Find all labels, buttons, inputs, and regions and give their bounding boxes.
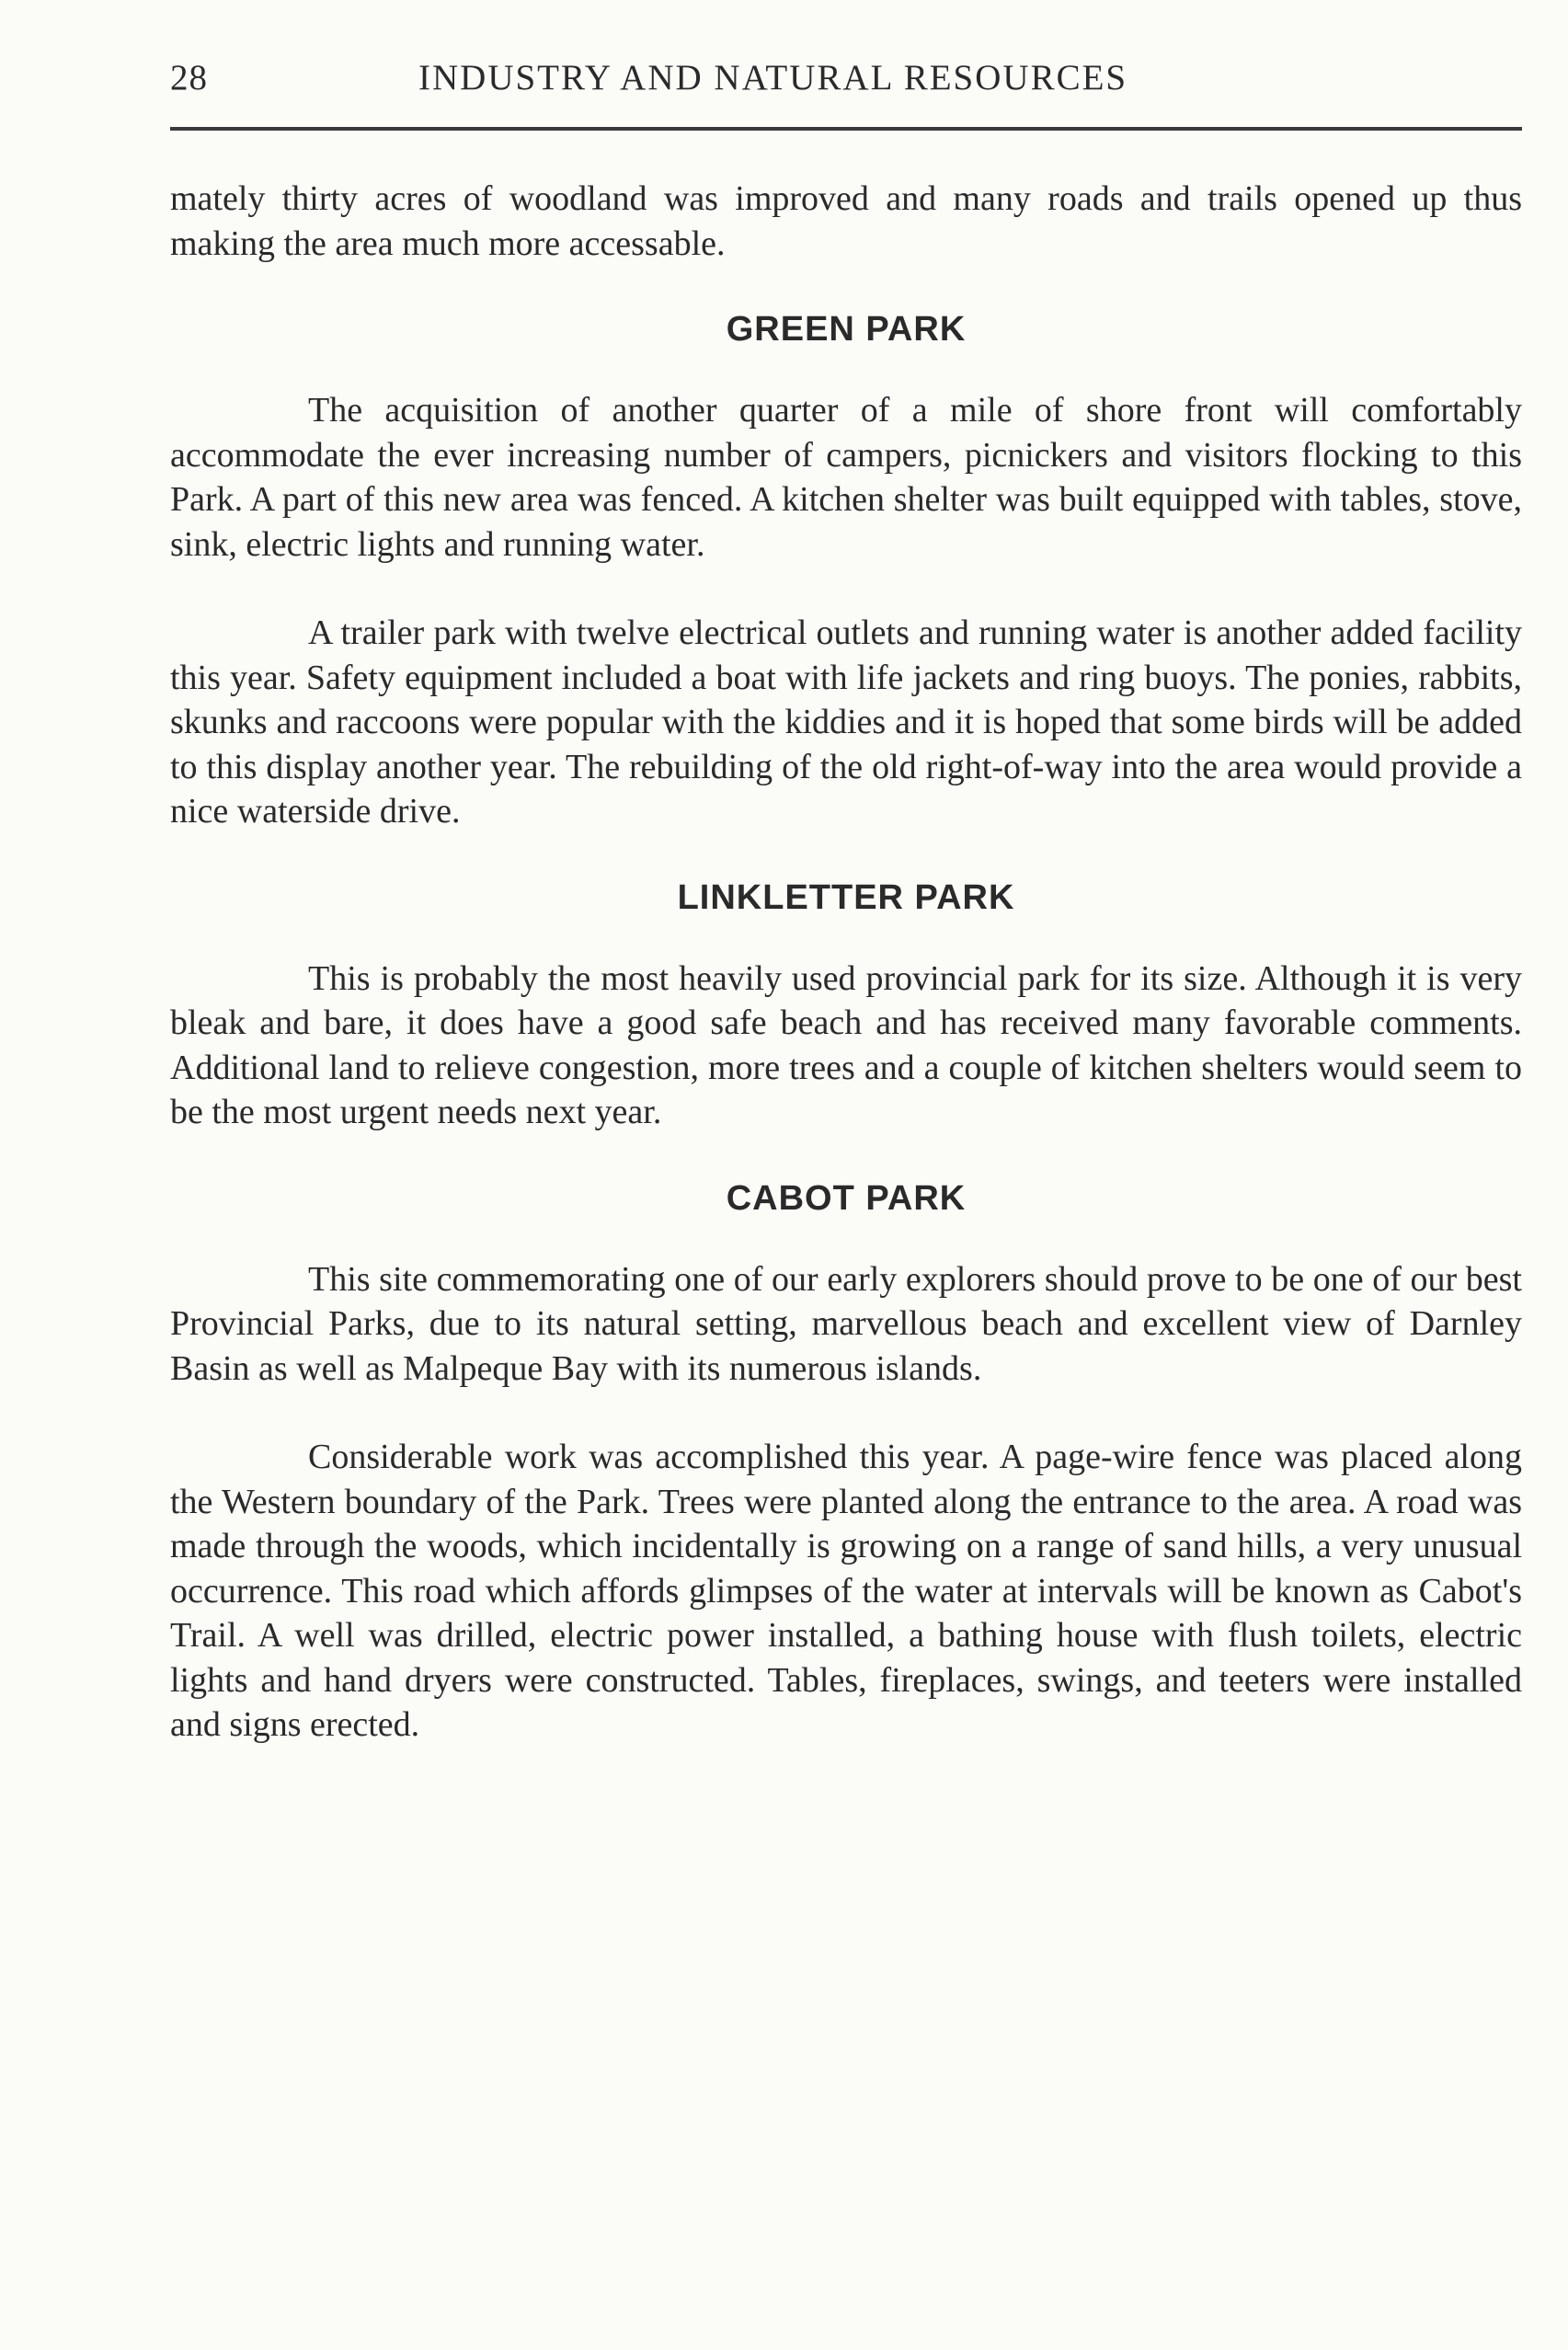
- intro-paragraph: mately thirty acres of woodland was improved and many roads and trails opened up thus making the area much more accessable.: [170, 179, 1522, 263]
- heading-green-park: GREEN PARK: [726, 310, 967, 349]
- running-head: [170, 57, 1522, 103]
- page-number: 28: [170, 58, 208, 97]
- page-body: [170, 177, 1522, 1748]
- cabot-park-paragraph: Considerable work was accomplished this year. A page-wire fence was placed along the Western boundary of the Park. Trees were planted along the entrance to the area. A road was made through the woods, which incidentally is growing on a range of sand hills, a very unusual occurrence. This road which affords glimpses of the water at intervals will be known as Cabot's Trail. A well was drilled, electric power installed, a bathing house with flush toilets, electric lights and hand dryers were constructed. Tables, fireplaces, swings, and teeters were installed and signs erected.: [170, 1438, 1522, 1744]
- linkletter-park-paragraph: This is probably the most heavily used provincial park for its size. Although it is very bleak and bare, it does have a good safe beach and has received many favorable comments. Additional land to relieve congestion, more trees and a couple of kitchen shelters would seem to be the most urgent needs next year.: [170, 958, 1522, 1131]
- running-head-title: INDUSTRY AND NATURAL RESOURCES: [418, 58, 1128, 97]
- green-park-paragraph: The acquisition of another quarter of a mile of shore front will comfortably accommodate the ever increasing number of campers, picnickers and visitors flocking to this Park. A part of this new area was fenced. A kitchen shelter was built equipped with tables, stove, sink, electric lights and running water.: [170, 391, 1522, 564]
- heading-linkletter-park: LINKLETTER PARK: [677, 877, 1015, 917]
- heading-cabot-park: CABOT PARK: [726, 1178, 967, 1218]
- cabot-park-paragraph: This site commemorating one of our early explorers should prove to be one of our best Provincial Parks, due to its natural setting, marvellous beach and excellent view of Darnley Basin as well as Malpeque Bay with its numerous islands.: [170, 1259, 1522, 1388]
- green-park-paragraph: A trailer park with twelve electrical outlets and running water is another added facility this year. Safety equipment included a boat with life jackets and ring buoys. The ponies, rabbits, skunks and raccoons were popular with the kiddies and it is hoped that some birds will be added to this display another year. The rebuilding of the old right-of-way into the area would provide a nice waterside drive.: [170, 613, 1522, 831]
- header-rule: [170, 127, 1522, 131]
